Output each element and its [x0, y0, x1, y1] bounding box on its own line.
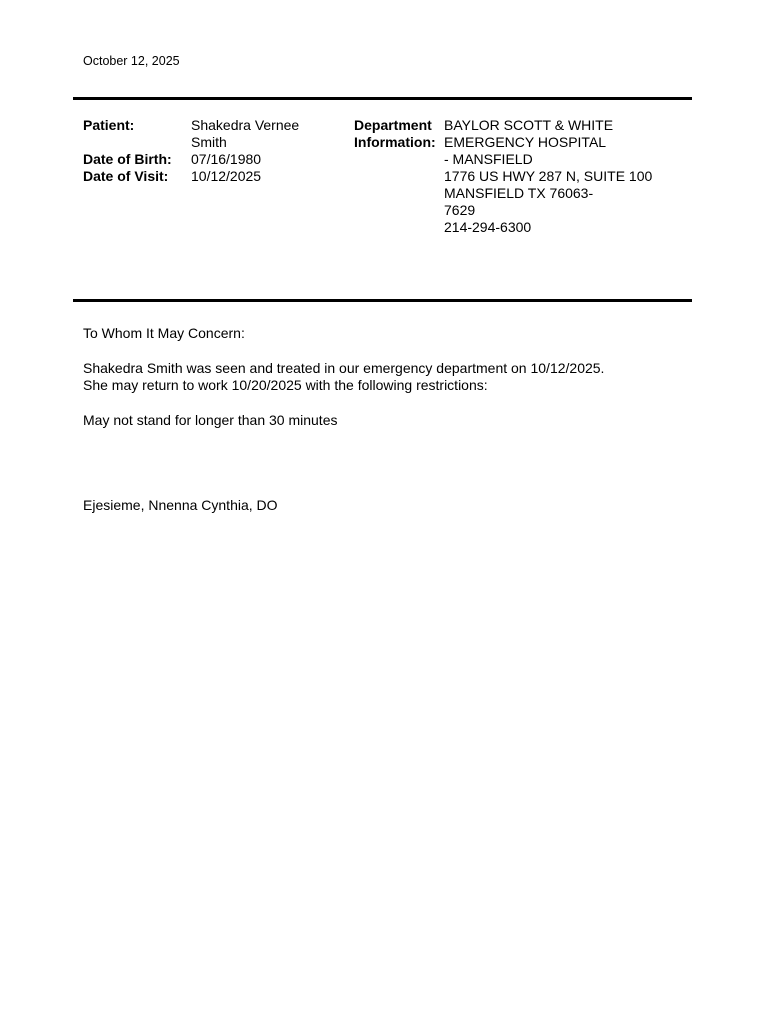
dob-label: Date of Birth: — [83, 151, 172, 167]
patient-labels — [83, 117, 188, 185]
body-paragraph — [83, 360, 604, 394]
department-line: 7629 — [444, 202, 476, 218]
visit-label: Date of Visit: — [83, 168, 169, 184]
letter-date: October 12, 2025 — [83, 54, 180, 68]
visit-value: 10/12/2025 — [191, 168, 262, 184]
department-label-line2: Information: — [354, 134, 436, 150]
patient-name-line2: Smith — [191, 134, 227, 150]
department-label-line1: Department — [354, 117, 432, 133]
bottom-divider — [73, 299, 692, 302]
greeting: To Whom It May Concern: — [83, 325, 245, 341]
patient-name-line1: Shakedra Vernee — [191, 117, 300, 133]
patient-values — [191, 117, 331, 185]
department-line: 1776 US HWY 287 N, SUITE 100 — [444, 168, 653, 184]
department-label — [354, 117, 442, 151]
department-phone: 214-294-6300 — [444, 219, 532, 235]
department-line: - MANSFIELD — [444, 151, 533, 167]
department-line: EMERGENCY HOSPITAL — [444, 134, 607, 150]
patient-label: Patient: — [83, 117, 135, 133]
paragraph-line1: Shakedra Smith was seen and treated in our emergency department on 10/12/2025. — [83, 360, 605, 376]
top-divider — [73, 97, 692, 100]
dob-value: 07/16/1980 — [191, 151, 262, 167]
paragraph-line2: She may return to work 10/20/2025 with the following restrictions: — [83, 377, 488, 393]
physician-signature: Ejesieme, Nnenna Cynthia, DO — [83, 497, 278, 513]
work-restriction: May not stand for longer than 30 minutes — [83, 412, 338, 428]
department-line: MANSFIELD TX 76063- — [444, 185, 594, 201]
department-info — [444, 117, 684, 236]
department-line: BAYLOR SCOTT & WHITE — [444, 117, 614, 133]
